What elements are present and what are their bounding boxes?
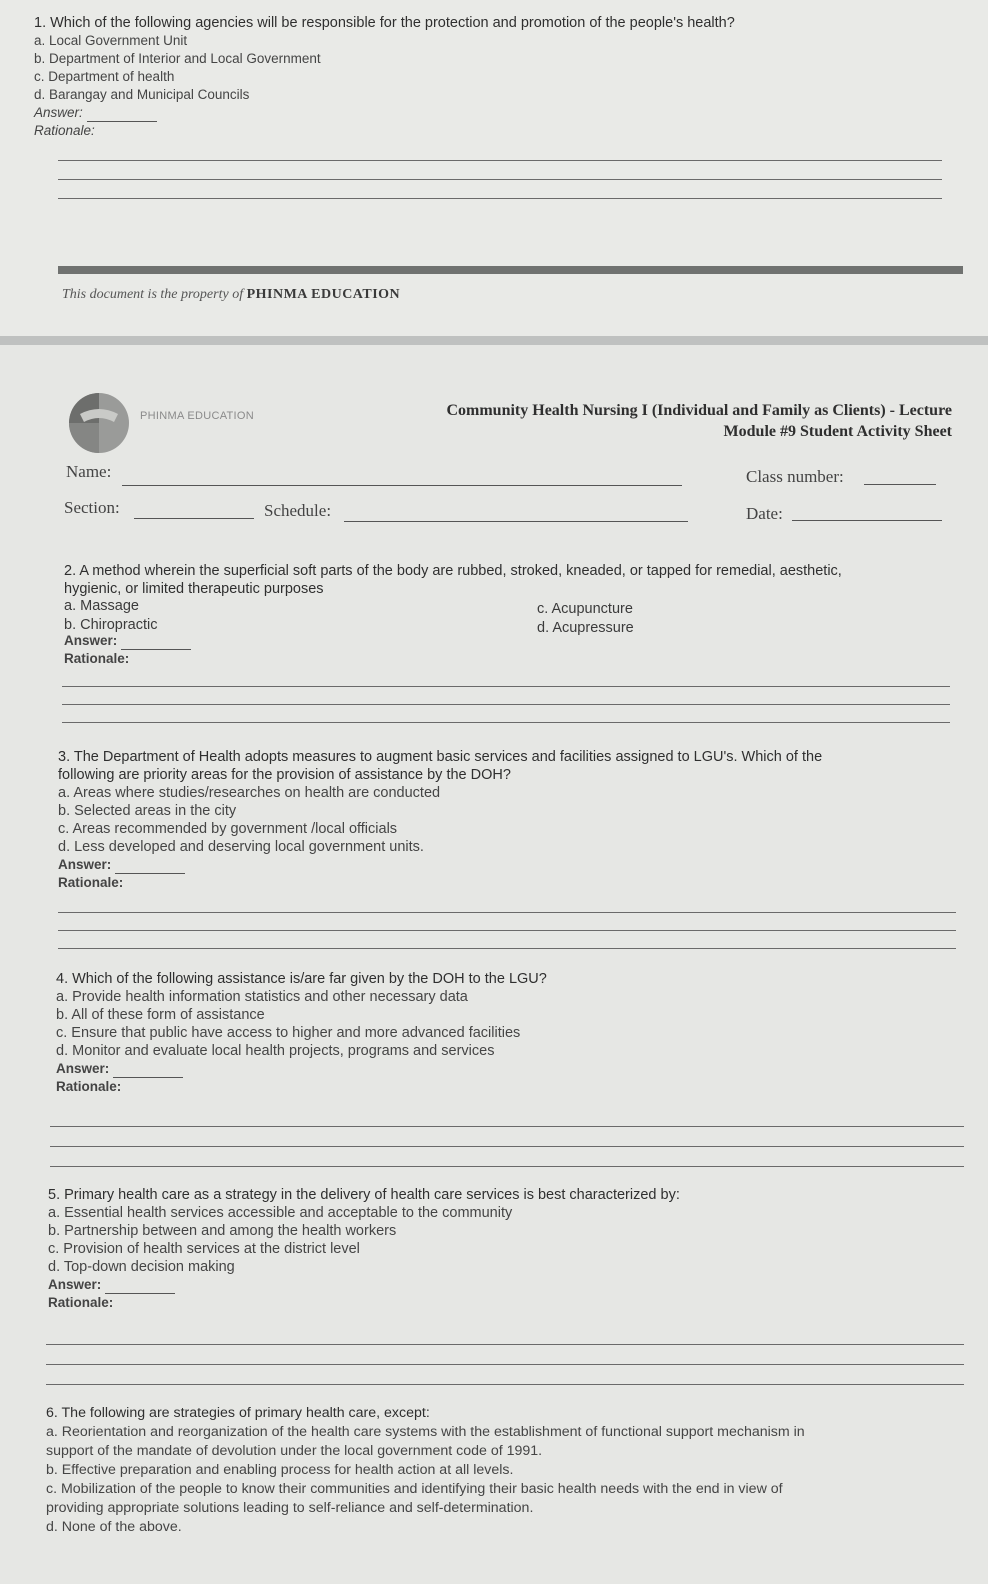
question-3-option-c: c. Areas recommended by government /local officials (58, 821, 398, 837)
question-4-option-c: c. Ensure that public have access to higher and more advanced facilities (56, 1025, 521, 1041)
question-3 (58, 748, 963, 892)
question-2-stem-cont: hygienic, or limited therapeutic purposes (64, 581, 324, 597)
answer-blank[interactable] (105, 1281, 175, 1294)
rationale-label: Rationale: (48, 1295, 114, 1310)
class-number-label: Class number: (746, 467, 844, 486)
question-5-option-a: a. Essential health services accessible and acceptable to the community (48, 1205, 513, 1221)
date-field[interactable] (792, 520, 942, 521)
rationale-line[interactable] (46, 1364, 964, 1365)
footer-band (58, 266, 963, 274)
rationale-line[interactable] (62, 704, 950, 705)
question-5-answer-row (48, 1276, 958, 1294)
question-4-option-a: a. Provide health information statistics and other necessary data (56, 989, 468, 1005)
question-1-option-c: c. Department of health (34, 69, 175, 84)
property-notice (62, 287, 400, 303)
phinma-logo-icon (68, 392, 130, 454)
sheet-subtitle: Module #9 Student Activity Sheet (723, 423, 952, 440)
question-3-option-a: a. Areas where studies/researches on health are conducted (58, 785, 441, 801)
answer-label: Answer: (64, 633, 118, 648)
answer-label: Answer: (56, 1061, 110, 1076)
rationale-line[interactable] (58, 930, 956, 931)
question-3-option-d: d. Less developed and deserving local government units. (58, 839, 424, 855)
question-2 (64, 562, 964, 598)
schedule-label: Schedule: (264, 501, 332, 520)
rationale-line[interactable] (58, 160, 942, 161)
question-6-option-a: a. Reorientation and reorganization of the health care systems with the establishment of functional support mechanism in (46, 1424, 805, 1440)
question-6 (46, 1404, 976, 1537)
schedule-field[interactable] (344, 521, 688, 522)
rationale-line[interactable] (46, 1344, 964, 1345)
question-2-option-b: b. Chiropractic (64, 617, 158, 633)
rationale-line[interactable] (62, 686, 950, 687)
question-1-answer-row (34, 104, 964, 122)
question-2-option-d: d. Acupressure (537, 620, 634, 636)
rationale-label: Rationale: (56, 1079, 122, 1094)
name-label: Name: (66, 462, 112, 481)
question-3-stem-cont: following are priority areas for the provision of assistance by the DOH? (58, 767, 511, 783)
class-number-field[interactable] (864, 484, 936, 485)
question-1-option-d: d. Barangay and Municipal Councils (34, 87, 250, 102)
property-prefix: This document is the property of (62, 287, 244, 302)
section-label: Section: (64, 498, 120, 517)
question-6-stem: 6. The following are strategies of primary health care, except: (46, 1405, 430, 1421)
rationale-line[interactable] (58, 912, 956, 913)
rationale-label: Rationale: (64, 651, 130, 666)
question-4-stem: 4. Which of the following assistance is/are far given by the DOH to the LGU? (56, 971, 547, 987)
rationale-line[interactable] (50, 1166, 964, 1167)
question-2-option-c: c. Acupuncture (537, 601, 633, 617)
rationale-line[interactable] (58, 179, 942, 180)
answer-label: Answer: (48, 1277, 102, 1292)
rationale-label: Rationale: (34, 123, 95, 138)
question-2-answer-row (64, 632, 191, 650)
rationale-line[interactable] (58, 198, 942, 199)
question-4-option-d: d. Monitor and evaluate local health projects, programs and services (56, 1043, 495, 1059)
question-5-stem: 5. Primary health care as a strategy in the delivery of health care services is best characterized by: (48, 1187, 680, 1203)
question-1-option-b: b. Department of Interior and Local Government (34, 51, 321, 66)
question-1 (34, 14, 964, 140)
question-2-option-a: a. Massage (64, 598, 139, 614)
logo-text: PHINMA EDUCATION (140, 410, 254, 422)
sheet-title: Community Health Nursing I (Individual and Family as Clients) - Lecture (446, 402, 952, 419)
question-2-stem: 2. A method wherein the superficial soft parts of the body are rubbed, stroked, kneaded, or tapped for remedial, aesthetic, (64, 563, 842, 579)
property-owner: PHINMA EDUCATION (246, 287, 401, 302)
page-2 (0, 345, 988, 1584)
question-5-option-c: c. Provision of health services at the district level (48, 1241, 360, 1257)
question-4 (56, 970, 961, 1096)
name-field[interactable] (122, 485, 682, 486)
rationale-line[interactable] (58, 948, 956, 949)
question-5 (48, 1186, 958, 1312)
question-6-option-a-cont: support of the mandate of devolution under the local government code of 1991. (46, 1443, 543, 1459)
rationale-line[interactable] (62, 722, 950, 723)
section-field[interactable] (134, 518, 254, 519)
question-6-option-c-cont: providing appropriate solutions leading to self-reliance and self-determination. (46, 1500, 534, 1516)
rationale-label: Rationale: (58, 875, 124, 890)
rationale-line[interactable] (50, 1126, 964, 1127)
question-5-option-d: d. Top-down decision making (48, 1259, 235, 1275)
question-1-stem: 1. Which of the following agencies will be responsible for the protection and promotion of the people's health? (34, 15, 735, 31)
date-label: Date: (746, 504, 783, 523)
answer-blank[interactable] (87, 109, 157, 122)
question-6-option-b: b. Effective preparation and enabling process for health action at all levels. (46, 1462, 514, 1478)
question-1-option-a: a. Local Government Unit (34, 33, 188, 48)
answer-blank[interactable] (121, 637, 191, 650)
question-5-option-b: b. Partnership between and among the health workers (48, 1223, 397, 1239)
answer-label: Answer: (58, 857, 112, 872)
answer-blank[interactable] (113, 1065, 183, 1078)
question-3-option-b: b. Selected areas in the city (58, 803, 237, 819)
question-3-stem: 3. The Department of Health adopts measures to augment basic services and facilities assigned to LGU's. Which of the (58, 749, 823, 765)
page-1-fragment (0, 0, 988, 336)
rationale-line[interactable] (46, 1384, 964, 1385)
answer-blank[interactable] (115, 861, 185, 874)
question-3-answer-row (58, 856, 963, 874)
question-6-option-d: d. None of the above. (46, 1519, 182, 1535)
question-4-option-b: b. All of these form of assistance (56, 1007, 265, 1023)
rationale-line[interactable] (50, 1146, 964, 1147)
question-6-option-c: c. Mobilization of the people to know their communities and identifying their basic health needs with the end in view of (46, 1481, 783, 1497)
question-4-answer-row (56, 1060, 961, 1078)
answer-label: Answer: (34, 105, 83, 120)
